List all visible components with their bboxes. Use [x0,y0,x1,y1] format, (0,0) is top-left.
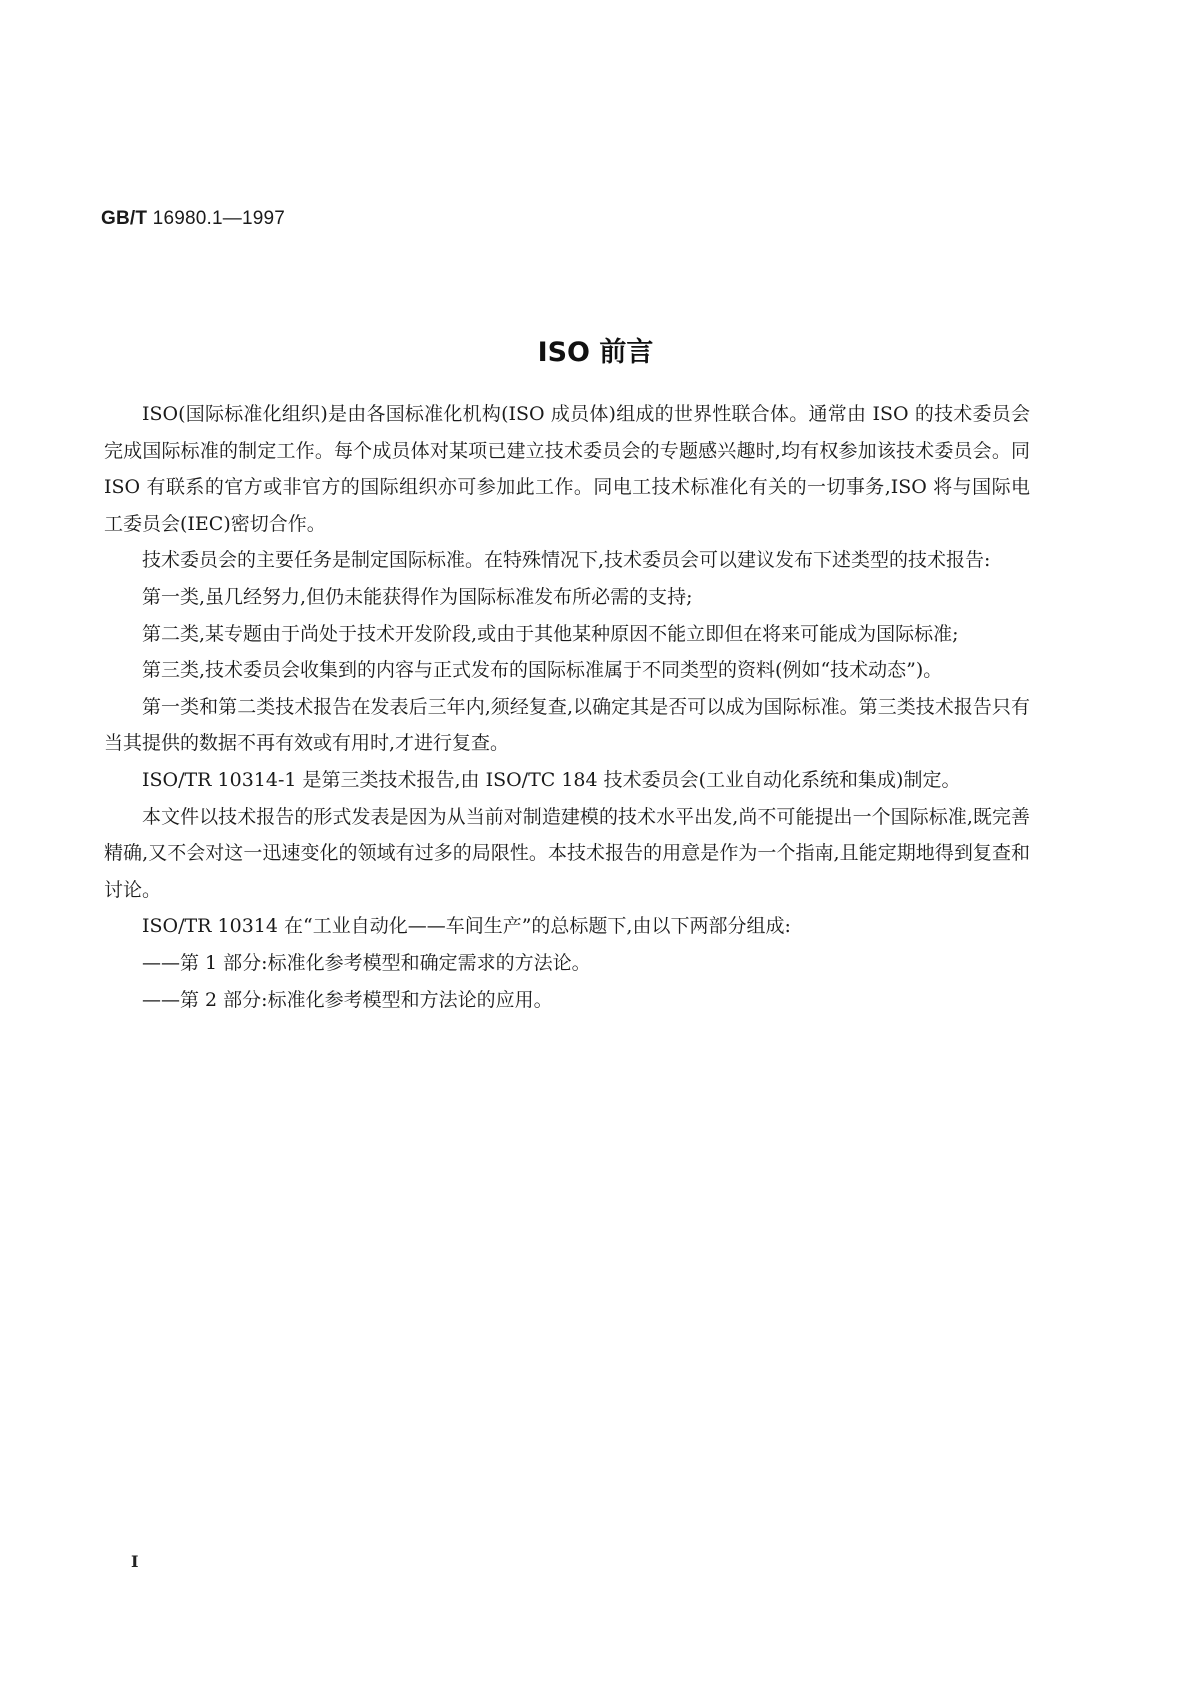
standard-code: 16980.1—1997 [152,208,286,229]
paragraph-iso-intro: ISO(国际标准化组织)是由各国标准化机构(ISO 成员体)组成的世界性联合体。通常由 ISO 的技术委员会完成国际标准的制定工作。每个成员体对某项已建立技术委员会的专题感兴趣时,均有权参加该技术委员会。同 ISO 有联系的官方或非官方的国际组织亦可参加此工作。同电工技术标准化有关的一切事务,ISO 将与国际电工委员会(IEC)密切合作。 [104,403,1030,535]
standard-prefix: GB/T [101,208,148,229]
list-item-part-1: ——第 1 部分:标准化参考模型和确定需求的方法论。 [142,951,591,974]
paragraph-tr-10314-1: ISO/TR 10314-1 是第三类技术报告,由 ISO/TC 184 技术委员会(工业自动化系统和集成)制定。 [142,768,961,791]
document-body [104,396,1030,1018]
paragraph-type-1: 第一类,虽几经努力,但仍未能获得作为国际标准发布所必需的支持; [142,585,693,608]
page-number: I [131,1552,139,1571]
paragraph-type-3: 第三类,技术委员会收集到的内容与正式发布的国际标准属于不同类型的资料(例如“技术动态”)。 [142,659,943,682]
page-title: ISO 前言 [537,337,654,368]
paragraph-parts-intro: ISO/TR 10314 在“工业自动化——车间生产”的总标题下,由以下两部分组成: [142,915,791,938]
paragraph-purpose: 本文件以技术报告的形式发表是因为从当前对制造建模的技术水平出发,尚不可能提出一个国际标准,既完善精确,又不会对这一迅速变化的领域有过多的局限性。本技术报告的用意是作为一个指南,且能定期地得到复查和讨论。 [104,805,1030,901]
standard-number [101,208,285,230]
paragraph-review: 第一类和第二类技术报告在发表后三年内,须经复查,以确定其是否可以成为国际标准。第三类技术报告只有当其提供的数据不再有效或有用时,才进行复查。 [104,695,1030,755]
paragraph-type-2: 第二类,某专题由于尚处于技术开发阶段,或由于其他某种原因不能立即但在将来可能成为国际标准; [142,622,959,645]
paragraph-tc-task: 技术委员会的主要任务是制定国际标准。在特殊情况下,技术委员会可以建议发布下述类型的技术报告: [142,549,991,572]
list-item-part-2: ——第 2 部分:标准化参考模型和方法论的应用。 [142,988,553,1011]
